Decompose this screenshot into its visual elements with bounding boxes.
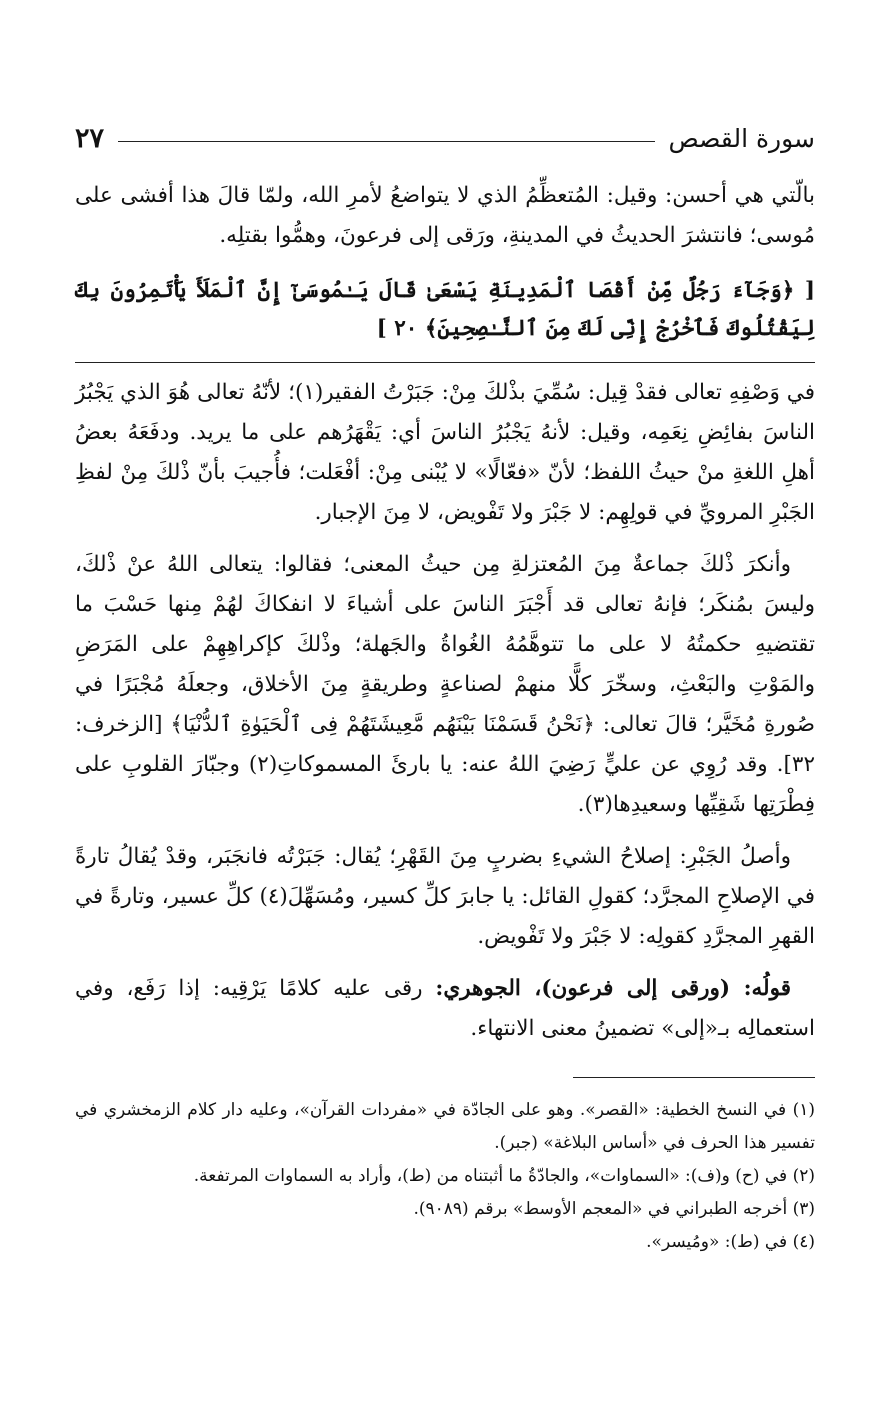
footnote-1: (١) في النسخ الخطية: «القصر». وهو على الجادّة في «مفردات القرآن»، وعليه دار كلام الزمخشري في تفسير هذا الحرف في «أساس البلاغة» (جبر). bbox=[75, 1100, 815, 1153]
paragraph-5-rest: رقى عليه كلامًا يَرْقِيه: إذا رَفَع، وفي استعمالِه بـ«إلى» تضمينُ معنى الانتهاء. bbox=[75, 976, 815, 1041]
paragraph-4: وأصلُ الجَبْرِ: إصلاحُ الشيءِ بضربٍ مِنَ القَهْرِ؛ يُقال: جَبَرْتُه فانجَبَر، وقدْ يُقالُ تارةً في الإصلاحِ المجرَّد؛ كقولِ القائل: يا جابرَ كلِّ كسير، ومُسَهِّلَ(٤) كلِّ عسير، وتارةً في القهرِ المجرَّدِ كقولِه: لا جَبْرَ ولا تَفْويض. bbox=[75, 844, 815, 949]
paragraph-1: بالّتي هي أحسن: وقيل: المُتعظِّمُ الذي لا يتواضعُ لأمرِ الله، ولمّا قالَ هذا أفشى على مُوسى؛ فانتشرَ الحديثُ في المدينةِ، ورَقى إلى فرعونَ، وهمُّوا بقتلِه. bbox=[75, 183, 815, 248]
paragraph-5-lead: قولُه: (ورقى إلى فرعون)، الجوهري: bbox=[435, 976, 791, 1001]
paragraph-3: وأنكرَ ذْلكَ جماعةٌ مِنَ المُعتزلةِ مِن حيثُ المعنى؛ فقالوا: يتعالى اللهُ عنْ ذْلكَ، وليسَ بمُنكَر؛ فإنهُ تعالى قد أَجْبَرَ الناسَ على أشياءَ لا انفكاكَ لهُمْ مِنها حَسْبَ ما تقتضيهِ حكمتُهُ لا على ما تتوهَّمُهُ الغُواةُ والجَهلة؛ وذْلكَ كإكراهِهِمْ على المَرَضِ والمَوْتِ والبَعْثِ، وسخّرَ كلًّا منهمْ لصناعةٍ وطريقةٍ مِنَ الأخلاق، وجعلَهُ مُجْبَرًا في صُورةِ مُخَيَّر؛ قالَ تعالى: ﴿نَحْنُ قَسَمْنَا بَيْنَهُم مَّعِيشَتَهُمْ فِى ٱلْحَيَوٰةِ ٱلدُّنْيَا﴾ [الزخرف: ٣٢]. وقد رُوِي عن عليٍّ رَضِيَ اللهُ عنه: يا بارئَ المسموكاتِ(٢) وجبّارَ القلوبِ على فِطْرَتِها شَقِيِّها وسعيدِها(٣). bbox=[75, 552, 815, 817]
page bbox=[75, 118, 815, 1259]
footnote-3: (٣) أخرجه الطبراني في «المعجم الأوسط» برقم (٩٠٨٩). bbox=[413, 1199, 815, 1219]
paragraph-2: في وَصْفِهِ تعالى فقدْ قِيل: سُمِّيَ بذْلكَ مِنْ: جَبَرْتُ الفقير(١)؛ لأنّهُ تعالى هُوَ الذي يَجْبُرُ الناسَ بفائِضِ نِعَمِه، وقيل: لأنهُ يَجْبُرُ الناسَ أي: يَقْهَرُهم على ما يريد. ودفَعَهُ بعضُ أهلِ اللغةِ منْ حيثُ اللفظ؛ لأنّ «فعّالًا» لا يُبْنى مِنْ: أفْعَلت؛ فأُجيبَ بأنّ ذْلكَ مِنْ لفظِ الجَبْرِ المرويِّ في قولِهِم: لا جَبْرَ ولا تَفْويض، لا مِنَ الإجبار. bbox=[75, 380, 815, 525]
footnote-4: (٤) في (ط): «ومُيسر». bbox=[646, 1232, 815, 1252]
footnote-separator bbox=[573, 1077, 815, 1078]
running-header bbox=[75, 118, 815, 158]
paragraph-5 bbox=[75, 969, 815, 1049]
surah-title: سورة القصص bbox=[668, 123, 815, 153]
header-rule bbox=[118, 141, 654, 142]
page-number: ٢٧ bbox=[75, 122, 105, 154]
footnotes bbox=[75, 1094, 815, 1259]
footnote-2: (٢) في (ح) و(ف): «السماوات»، والجادّةُ ما أثبتناه من (ط)، وأراد به السماوات المرتفعة. bbox=[193, 1166, 815, 1186]
quran-verse: [ ﴿وَجَآءَ رَجُلٌ مِّنْ أَقْصَا ٱلْمَدِينَةِ يَسْعَىٰ قَالَ يَـٰمُوسَىٰٓ إِنَّ ٱلْمَلَأَ يَأْتَمِرُونَ بِكَ لِيَقْتُلُوكَ فَٱخْرُجْ إِنِّى لَكَ مِنَ ٱلنَّـٰصِحِينَ﴾ ٢٠ ] bbox=[75, 272, 815, 363]
